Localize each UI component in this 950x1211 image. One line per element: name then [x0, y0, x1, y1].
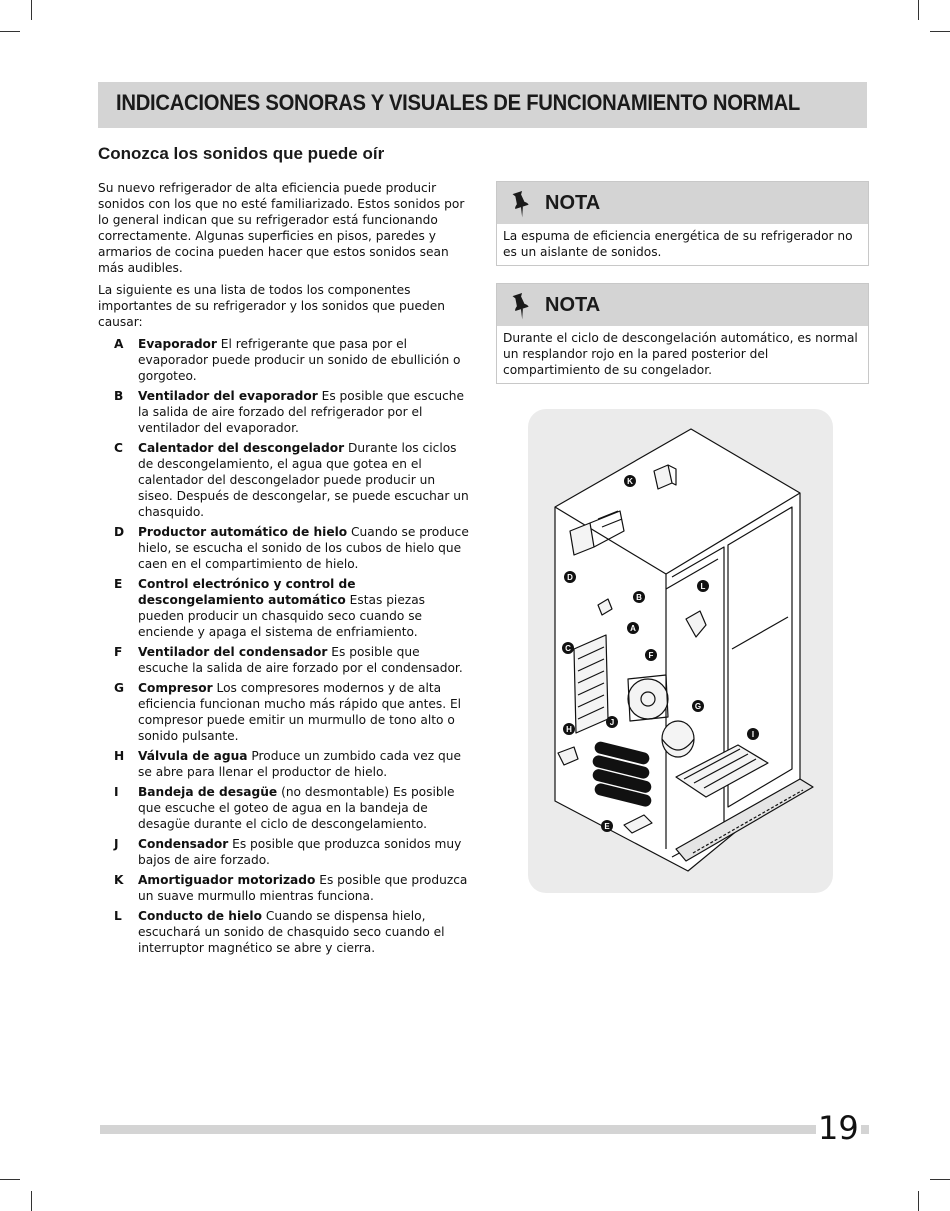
- item-term: Conducto de hielo: [138, 909, 262, 923]
- note-box: [496, 181, 869, 266]
- item-description: Los compresores modernos y de alta eficiencia funcionan mucho más rápido que antes. El compresor puede emitir un murmullo de tono alto o sonido pulsante.: [138, 681, 462, 743]
- item-description: Durante los ciclos de descongelamiento, el agua que gotea en el calentador del descongelador puede producir un siseo. Después de descongelar, se puede escuchar un chasquido.: [138, 441, 469, 519]
- list-item: [98, 644, 473, 676]
- callout-a: [627, 622, 639, 634]
- list-item: [98, 748, 473, 780]
- callout-l: [697, 580, 709, 592]
- note-box: [496, 283, 869, 384]
- item-letter: G: [114, 681, 125, 695]
- svg-text:B: B: [636, 593, 642, 602]
- list-item: [98, 336, 473, 384]
- item-description: Es posible que produzca un suave murmullo mientras funciona.: [138, 873, 468, 903]
- crop-mark: [930, 31, 950, 32]
- list-item: [98, 908, 473, 956]
- item-description: (no desmontable) Es posible que escuche el goteo de agua en la bandeja de desagüe durante el ciclo de descongelamiento.: [138, 785, 455, 831]
- section-banner: [98, 82, 867, 128]
- svg-text:J: J: [609, 718, 615, 727]
- item-description: Produce un zumbido cada vez que se abre para llenar el productor de hielo.: [138, 749, 461, 779]
- list-item: [98, 836, 473, 868]
- svg-text:E: E: [604, 822, 610, 831]
- footer-bar: [100, 1125, 869, 1134]
- item-letter: I: [114, 785, 119, 799]
- note-title: NOTA: [545, 192, 601, 214]
- note-header: [497, 182, 868, 224]
- item-term: Ventilador del condensador: [138, 645, 328, 659]
- crop-mark: [918, 0, 919, 20]
- callout-g: [692, 700, 704, 712]
- item-letter: B: [114, 389, 124, 403]
- item-letter: C: [114, 441, 123, 455]
- section-subtitle: Conozca los sonidos que puede oír: [98, 144, 385, 163]
- pushpin-icon: [509, 190, 533, 218]
- list-item: [98, 524, 473, 572]
- item-description: Es posible que escuche la salida de aire forzado del refrigerador por el ventilador del evaporador.: [138, 389, 464, 435]
- svg-text:D: D: [567, 573, 573, 582]
- item-letter: K: [114, 873, 124, 887]
- intro-paragraph: Su nuevo refrigerador de alta eficiencia puede producir sonidos con los que no esté familiarizado. Estos sonidos por lo general indican que su refrigerador está funcionando correctamente. Algunas superficies en pisos, paredes y armarios de cocina pueden hacer que estos sonidos sean más audibles.: [98, 181, 465, 275]
- item-term: Compresor: [138, 681, 213, 695]
- item-term: Amortiguador motorizado: [138, 873, 316, 887]
- callout-e: [601, 820, 613, 832]
- list-item: [98, 576, 473, 640]
- callout-i: [747, 728, 759, 740]
- crop-mark: [31, 0, 32, 20]
- crop-mark: [31, 1191, 32, 1211]
- svg-text:I: I: [751, 730, 755, 739]
- list-intro-paragraph: La siguiente es una lista de todos los componentes importantes de su refrigerador y los sonidos que pueden causar:: [98, 283, 445, 329]
- note-text: La espuma de eficiencia energética de su refrigerador no es un aislante de sonidos.: [503, 229, 853, 259]
- page-title: INDICACIONES SONORAS Y VISUALES DE FUNCIONAMIENTO NORMAL: [116, 90, 801, 115]
- item-term: Condensador: [138, 837, 229, 851]
- note-title: NOTA: [545, 294, 601, 316]
- item-term: Ventilador del evaporador: [138, 389, 318, 403]
- callout-c: [562, 642, 574, 654]
- note-text: Durante el ciclo de descongelación automático, es normal un resplandor rojo en la pared posterior del compartimiento de su congelador.: [503, 331, 858, 377]
- svg-text:F: F: [648, 651, 654, 660]
- item-term: Calentador del descongelador: [138, 441, 345, 455]
- item-description: Cuando se dispensa hielo, escuchará un sonido de chasquido seco cuando el interruptor magnético se abre y cierra.: [138, 909, 445, 955]
- item-letter: H: [114, 749, 125, 763]
- svg-text:C: C: [565, 644, 571, 653]
- list-item: [98, 784, 473, 832]
- item-letter: F: [114, 645, 123, 659]
- svg-text:H: H: [566, 725, 572, 734]
- callout-f: [645, 649, 657, 661]
- item-term: Bandeja de desagüe: [138, 785, 278, 799]
- item-description: Es posible que produzca sonidos muy bajos de aire forzado.: [138, 837, 462, 867]
- item-term: Evaporador: [138, 337, 217, 351]
- item-letter: E: [114, 577, 123, 591]
- item-letter: J: [114, 837, 119, 851]
- refrigerator-illustration: [528, 409, 833, 893]
- crop-mark: [930, 1179, 950, 1180]
- list-item: [98, 440, 473, 520]
- svg-text:G: G: [694, 702, 702, 711]
- pushpin-icon: [509, 292, 533, 320]
- list-item: [98, 388, 473, 436]
- svg-text:L: L: [700, 582, 706, 591]
- page-number: 19: [818, 1109, 859, 1147]
- list-item: [98, 872, 473, 904]
- item-description: Es posible que escuche la salida de aire forzado por el condensador.: [138, 645, 463, 675]
- crop-mark: [0, 31, 20, 32]
- list-item: [98, 680, 473, 744]
- callout-d: [564, 571, 576, 583]
- main-text-column: [98, 180, 473, 960]
- callout-h: [563, 723, 575, 735]
- callout-j: [606, 716, 618, 728]
- callout-b: [633, 591, 645, 603]
- callout-k: [624, 475, 636, 487]
- item-letter: A: [114, 337, 124, 351]
- item-description: El refrigerante que pasa por el evaporador puede producir un sonido de ebullición o gorgoteo.: [138, 337, 461, 383]
- svg-text:K: K: [627, 477, 633, 486]
- item-letter: D: [114, 525, 125, 539]
- item-term: Productor automático de hielo: [138, 525, 348, 539]
- note-header: [497, 284, 868, 326]
- item-description: Estas piezas pueden producir un chasquido seco cuando se enciende y apaga el sistema de enfriamiento.: [138, 593, 426, 639]
- component-list: [98, 336, 473, 956]
- item-description: Cuando se produce hielo, se escucha el sonido de los cubos de hielo que caen en el compartimiento de hielo.: [138, 525, 469, 571]
- crop-mark: [918, 1191, 919, 1211]
- item-term: Control electrónico y control de descongelamiento automático: [138, 577, 356, 607]
- item-letter: L: [114, 909, 122, 923]
- crop-mark: [0, 1179, 20, 1180]
- refrigerator-diagram: [528, 409, 833, 893]
- item-term: Válvula de agua: [138, 749, 248, 763]
- svg-text:A: A: [630, 624, 636, 633]
